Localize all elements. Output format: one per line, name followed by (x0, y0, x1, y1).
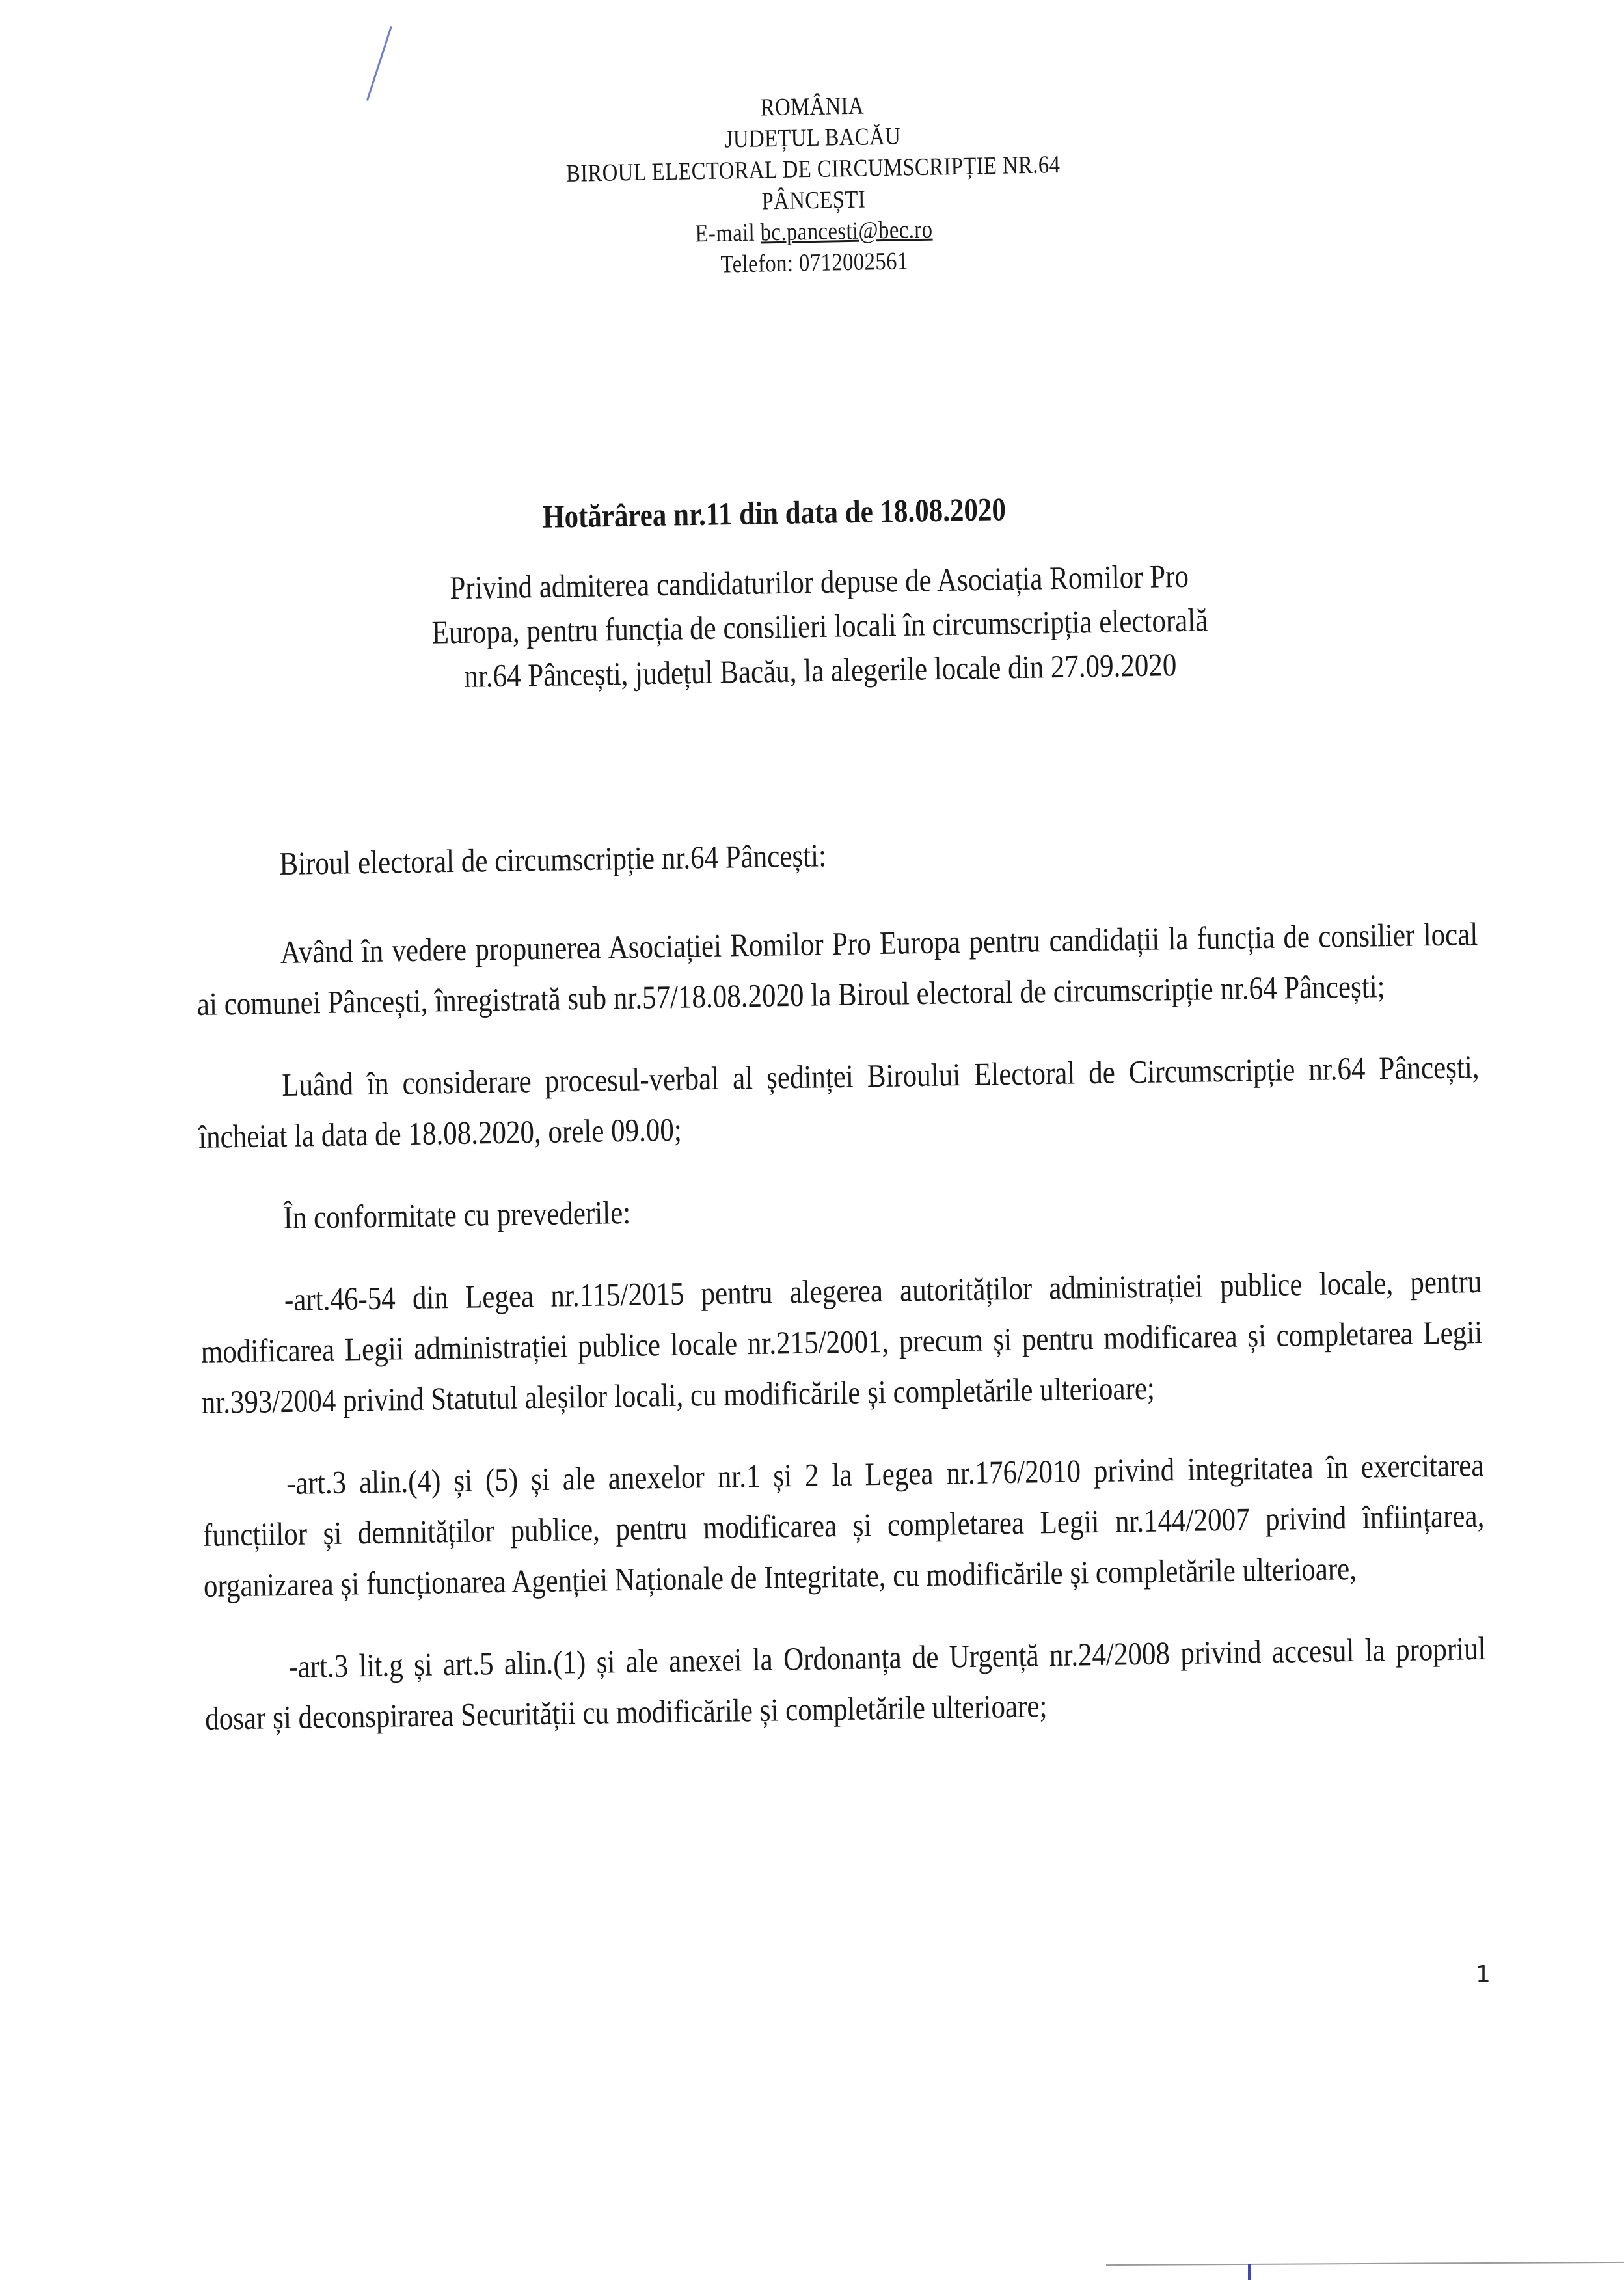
body-paragraph: -art.3 lit.g și art.5 alin.(1) și ale anexei la Ordonanța de Urgență nr.24/2008 privind accesul la propriul dosar și deconspirarea Securității cu modificările și completările ulterioare; (204, 1629, 1486, 1737)
email-label: E-mail (695, 219, 755, 248)
country-line: ROMÂNIA (760, 92, 865, 122)
subject-line: nr.64 Pâncești, județul Bacău, la alegerile locale din 27.09.2020 (464, 646, 1177, 694)
body-paragraph: Biroul electoral de circumscripție nr.64 Pâncești: (279, 837, 827, 882)
county-line: JUDEȚUL BACĂU (724, 122, 901, 154)
email-link[interactable]: bc.pancesti@bec.ro (760, 215, 933, 247)
subject-line: Privind admiterea candidaturilor depuse de Asociația Romilor Pro (450, 557, 1189, 606)
decision-title: Hotărârea nr.11 din data de 18.08.2020 (542, 491, 1007, 535)
body-paragraph: Având în vedere propunerea Asociației Romilor Pro Europa pentru candidații la funcția de consilier local ai comunei Pâncești, înregistrată sub nr.57/18.08.2020 la Biroul electoral de circumscripție nr.64 Pâncești; (196, 916, 1478, 1022)
page-number: 1 (1476, 1961, 1491, 1988)
body-paragraph: Luând în considerare procesul-verbal al ședinței Biroului Electoral de Circumscripție nr.64 Pâncești, încheiat la data de 18.08.2020, orele 09.00; (198, 1048, 1480, 1155)
body-paragraph: -art.46-54 din Legea nr.115/2015 pentru alegerea autorităților administrației publice locale, pentru modificarea Legii administrației publice locale nr.215/2001, precum și pentru modificarea și completarea Legii nr.393/2004 privind Statutul aleșilor locali, cu modificările și completările ulterioare; (200, 1262, 1483, 1420)
subject-line: Europa, pentru funcția de consilieri locali în circumscripția electorală (431, 601, 1208, 651)
body-paragraph: -art.3 alin.(4) și (5) și ale anexelor nr.1 și 2 la Legea nr.176/2010 privind integritatea în exercitarea funcțiilor și demnităților publice, pentru modificarea și completarea Legii nr.144/2007 privind înființarea, organizarea și funcționarea Agenției Naționale de Integritate, cu modificările și completările ulterioare, (202, 1446, 1485, 1604)
body-paragraph: În conformitate cu prevederile: (283, 1193, 631, 1236)
pen-mark-bottom (1248, 2264, 1251, 2280)
scan-edge-line (1106, 2262, 1624, 2266)
locality-line: PÂNCEȘTI (761, 185, 866, 215)
letterhead (504, 85, 1122, 284)
office-line: BIROUL ELECTORAL DE CIRCUMSCRIPȚIE NR.64 (565, 151, 1061, 187)
phone-line: Telefon: 0712002561 (720, 247, 908, 278)
decision-subject (327, 552, 1313, 701)
document-body (195, 820, 1487, 1775)
pen-mark (366, 26, 392, 101)
